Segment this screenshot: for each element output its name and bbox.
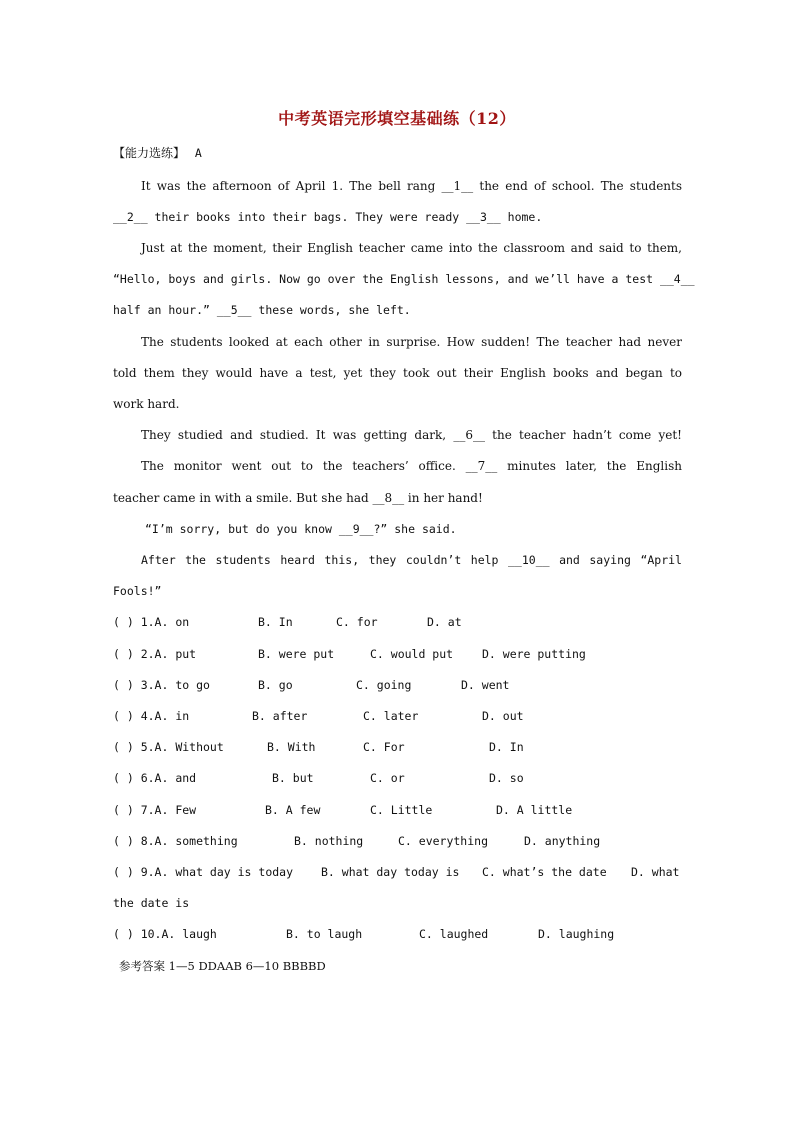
page-title: 中考英语完形填空基础练（12） [278, 109, 516, 128]
passage-line: The monitor went out to the teachers’ office. __7__ minutes later, the English [141, 459, 682, 473]
question-number: ( ) 5. [113, 740, 155, 754]
question-number-and-option-a [113, 739, 224, 755]
question-number-and-option-a [113, 677, 210, 693]
section-heading [113, 145, 202, 161]
passage-line: half an hour.” __5__ these words, she left. [113, 303, 411, 317]
passage-line: “I’m sorry, but do you know __9__?” she said. [145, 522, 457, 536]
option-a: A. to go [154, 678, 210, 692]
option-d: D. In [489, 740, 524, 754]
question-number-and-option-a [113, 708, 189, 724]
question-number-and-option-a [113, 864, 293, 880]
question-number-and-option-a [113, 833, 238, 849]
question-number-and-option-a [113, 770, 196, 786]
passage-line: __2__ their books into their bags. They were ready __3__ home. [113, 210, 543, 224]
option-b: B. go [258, 678, 293, 692]
passage-line: teacher came in with a smile. But she had __8__ in her hand! [113, 491, 483, 505]
option-c: C. For [363, 740, 405, 754]
option-b: B. With [267, 740, 316, 754]
option-a: A. put [154, 647, 197, 661]
option-c: C. Little [370, 803, 433, 817]
option-d: D. what [631, 865, 680, 879]
passage-line: Fools!” [113, 584, 162, 598]
option-d: D. went [461, 678, 510, 692]
question-number: ( ) 3. [113, 678, 155, 692]
passage-line: told them they would have a test, yet they took out their English books and began to [113, 366, 682, 380]
option-b: B. were put [258, 647, 335, 661]
option-b: B. to laugh [286, 927, 363, 941]
option-c: C. what’s the date [482, 865, 607, 879]
passage-line: It was the afternoon of April 1. The bell rang __1__ the end of school. The students [141, 179, 682, 193]
option-a: A. laugh [161, 927, 217, 941]
passage-line: “Hello, boys and girls. Now go over the English lessons, and we’ll have a test __4__ [113, 272, 695, 286]
option-b: B. but [272, 771, 314, 785]
option-a: A. Few [154, 803, 197, 817]
option-c: C. for [336, 615, 378, 629]
question-number: ( ) 6. [113, 771, 155, 785]
question-number: ( ) 8. [113, 834, 155, 848]
option-continuation: the date is [113, 896, 190, 910]
passage-line: work hard. [113, 397, 180, 411]
option-d: D. at [427, 615, 462, 629]
option-a: A. and [154, 771, 197, 785]
question-number-and-option-a [113, 802, 196, 818]
question-number: ( ) 7. [113, 803, 155, 817]
option-c: C. going [356, 678, 412, 692]
option-b: B. nothing [294, 834, 364, 848]
option-a: A. something [154, 834, 238, 848]
option-d: D. were putting [482, 647, 586, 661]
question-number-and-option-a [113, 646, 196, 662]
option-d: D. out [482, 709, 524, 723]
question-number: ( ) 2. [113, 647, 155, 661]
option-c: C. everything [398, 834, 489, 848]
option-b: B. In [258, 615, 293, 629]
option-c: C. would put [370, 647, 454, 661]
question-number-and-option-a [113, 614, 189, 630]
option-a: A. Without [154, 740, 224, 754]
section-label: 【能力选练】 [113, 146, 186, 160]
option-d: D. anything [524, 834, 601, 848]
passage-line: After the students heard this, they couldn’t help __10__ and saying “April [141, 553, 682, 567]
question-number: ( ) 10. [113, 927, 162, 941]
option-b: B. after [252, 709, 308, 723]
option-d: D. laughing [538, 927, 615, 941]
passage-line: They studied and studied. It was getting dark, __6__ the teacher hadn’t come yet! [141, 428, 682, 442]
option-d: D. so [489, 771, 524, 785]
question-number: ( ) 1. [113, 615, 155, 629]
answer-key: 参考答案 1—5 DDAAB 6—10 BBBBD [119, 959, 326, 973]
option-d: D. A little [496, 803, 573, 817]
option-a: A. in [154, 709, 190, 723]
option-a: A. on [154, 615, 190, 629]
option-a: A. what day is today [154, 865, 294, 879]
option-c: C. laughed [419, 927, 489, 941]
option-b: B. what day today is [321, 865, 460, 879]
passage-line: The students looked at each other in surprise. How sudden! The teacher had never [141, 335, 682, 349]
option-c: C. or [370, 771, 405, 785]
question-number: ( ) 9. [113, 865, 155, 879]
option-b: B. A few [265, 803, 321, 817]
question-number: ( ) 4. [113, 709, 155, 723]
section-letter: A [194, 146, 202, 160]
question-number-and-option-a [113, 926, 217, 942]
option-c: C. later [363, 709, 419, 723]
passage-line: Just at the moment, their English teacher came into the classroom and said to them, [141, 241, 682, 255]
